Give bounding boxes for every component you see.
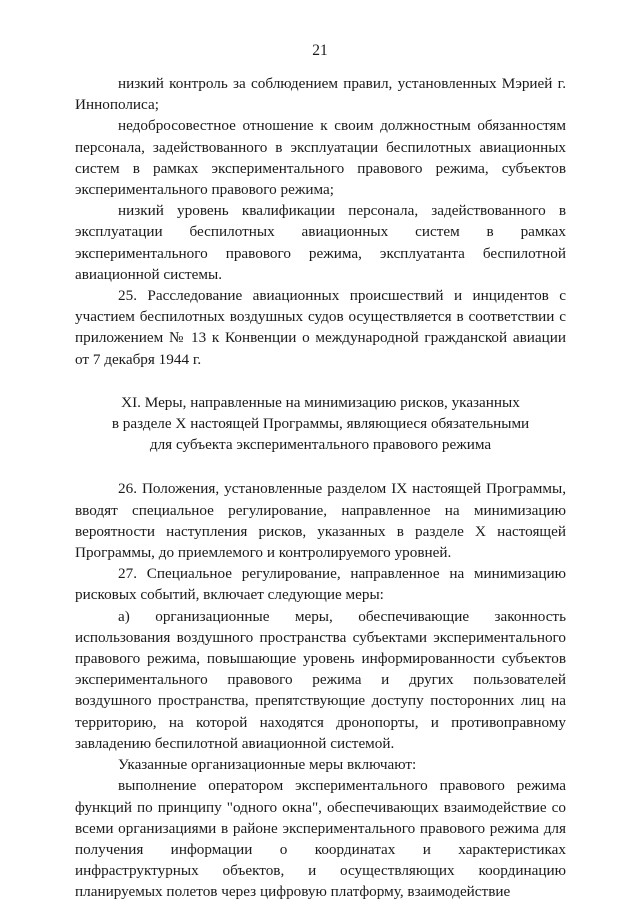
paragraph: низкий уровень квалификации персонала, задействованного в эксплуатации беспилотных авиационных систем в рамках экспериментального правового режима, эксплуатанта беспилотной авиационной системы. [75, 202, 566, 283]
section-heading-line: в разделе X настоящей Программы, являющиеся обязательными [111, 415, 530, 433]
page-number: 21 [312, 42, 328, 59]
paragraph: недобросовестное отношение к своим должностным обязанностям персонала, задействованного в эксплуатации беспилотных авиационных систем в рамках экспериментального правового режима, субъектов экспериментального правового режима; [75, 117, 566, 199]
section-heading [75, 392, 566, 456]
document-body [75, 73, 566, 903]
paragraph-subitem-a: а) организационные меры, обеспечивающие законность использования воздушного пространства субъектами экспериментального правового режима, повышающие уровень информированности субъектов экспериментального правового режима и других пользователей воздушного пространства, препятствующие доступу посторонних лиц на территорию, на которой находятся дронопорты, и противоправному завладению беспилотной авиационной системой. [75, 607, 566, 752]
paragraph: Указанные организационные меры включают: [118, 756, 417, 774]
paragraph-item-27: 27. Специальное регулирование, направленное на минимизацию рисковых событий, включает следующие меры: [75, 565, 566, 604]
paragraph: выполнение оператором экспериментального правового режима функций по принципу "одного окна", обеспечивающих взаимодействие со всеми организациями в районе экспериментального правового режима для получения информации о координатах и характеристиках инфраструктурных объектов, и осуществляющих координацию планируемых полетов через цифровую платформу, взаимодействие [75, 777, 566, 901]
section-heading-line: для субъекта экспериментального правового режима [149, 436, 492, 454]
section-heading-line: XI. Меры, направленные на минимизацию рисков, указанных [121, 393, 520, 411]
paragraph: низкий контроль за соблюдением правил, установленных Мэрией г. Иннополиса; [75, 75, 566, 114]
paragraph-item-25: 25. Расследование авиационных происшествий и инцидентов с участием беспилотных воздушных судов осуществляется в соответствии с приложением № 13 к Конвенции о международной гражданской авиации от 7 декабря 1944 г. [75, 287, 566, 368]
paragraph-item-26: 26. Положения, установленные разделом IX настоящей Программы, вводят специальное регулирование, направленное на минимизацию вероятности наступления рисков, указанных в разделе X настоящей Программы, до приемлемого и контролируемого уровней. [75, 480, 566, 562]
